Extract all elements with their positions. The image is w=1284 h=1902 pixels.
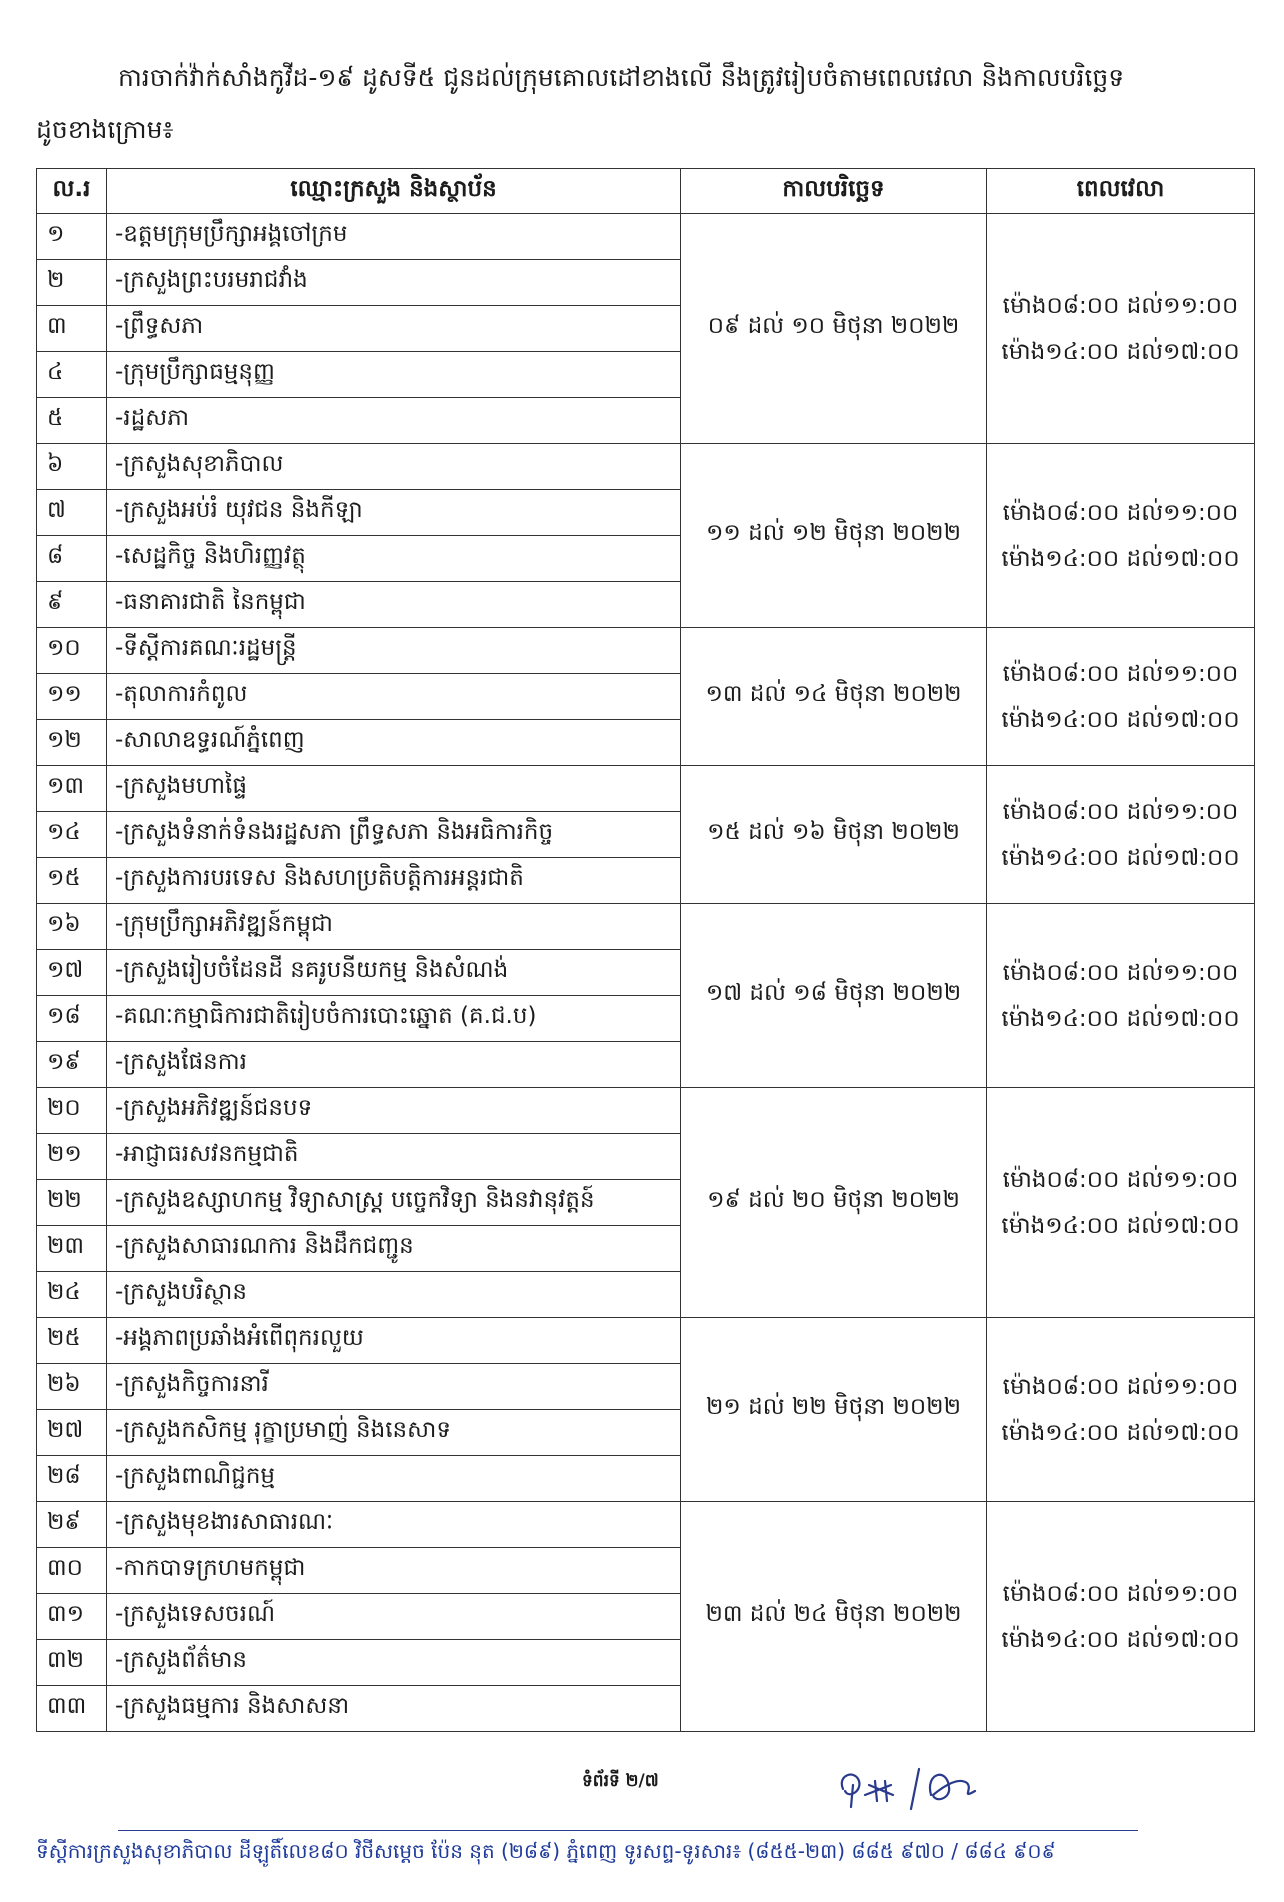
institution-name: -អង្គភាពប្រឆាំងអំពើពុករលួយ (107, 1318, 681, 1364)
row-number: ២៣ (37, 1226, 107, 1272)
row-number: ១៦ (37, 904, 107, 950)
institution-name: -ក្រសួងមហាផ្ទៃ (107, 766, 681, 812)
row-number: ១១ (37, 674, 107, 720)
time-morning: ម៉ោង០៨:០០ ដល់១១:០០ (1002, 660, 1239, 687)
time-morning: ម៉ោង០៨:០០ ដល់១១:០០ (1002, 499, 1239, 526)
institution-name: -ក្រសួងព័ត៌មាន (107, 1640, 681, 1686)
row-number: ១៧ (37, 950, 107, 996)
institution-name: -ក្រសួងសុខាភិបាល (107, 444, 681, 490)
header-time: ពេលវេលា (987, 169, 1255, 214)
institution-name: -ក្រសួងផែនការ (107, 1042, 681, 1088)
institution-name: -ក្រសួងរៀបចំដែនដី នគរូបនីយកម្ម និងសំណង់ (107, 950, 681, 996)
institution-name: -ឧត្តមក្រុមប្រឹក្សាអង្គចៅក្រម (107, 214, 681, 260)
row-number: ៣១ (37, 1594, 107, 1640)
row-number: ៩ (37, 582, 107, 628)
time-afternoon: ម៉ោង១៤:០០ ដល់១៧:០០ (1001, 1419, 1240, 1446)
row-number: ៧ (37, 490, 107, 536)
row-number: ២១ (37, 1134, 107, 1180)
schedule-date: ១១ ដល់ ១២ មិថុនា ២០២២ (681, 444, 987, 628)
header-date: កាលបរិច្ឆេទ (681, 169, 987, 214)
schedule-time (987, 214, 1255, 444)
row-number: ៦ (37, 444, 107, 490)
row-number: ១២ (37, 720, 107, 766)
institution-name: -ក្រសួងកសិកម្ម រុក្ខាប្រមាញ់ និងនេសាទ (107, 1410, 681, 1456)
row-number: ៨ (37, 536, 107, 582)
row-number: ២២ (37, 1180, 107, 1226)
institution-name: -ក្រសួងបរិស្ថាន (107, 1272, 681, 1318)
table-header-row (37, 169, 1255, 214)
time-morning: ម៉ោង០៨:០០ ដល់១១:០០ (1002, 292, 1239, 319)
row-number: ៣ (37, 306, 107, 352)
row-number: ៣២ (37, 1640, 107, 1686)
institution-name: -អាជ្ញាធរសវនកម្មជាតិ (107, 1134, 681, 1180)
institution-name: -កាកបាទក្រហមកម្ពុជា (107, 1548, 681, 1594)
table-row (37, 1088, 1255, 1134)
schedule-date: ១៩ ដល់ ២០ មិថុនា ២០២២ (681, 1088, 987, 1318)
table-body (37, 214, 1255, 1732)
schedule-date: ១៧ ដល់ ១៨ មិថុនា ២០២២ (681, 904, 987, 1088)
row-number: ២០ (37, 1088, 107, 1134)
institution-name: -ក្រសួងទេសចរណ៍ (107, 1594, 681, 1640)
row-number: ២៧ (37, 1410, 107, 1456)
vaccination-schedule-table (36, 168, 1255, 1732)
intro-line-1: ការចាក់វ៉ាក់សាំងកូវីដ-១៩ ដូសទី៥ ជូនដល់ក្រុមគោលដៅខាងលើ នឹងត្រូវរៀបចំតាមពេលវេលា និងកាលបរិច្ឆេទ (118, 63, 1125, 92)
row-number: ១០ (37, 628, 107, 674)
table-row (37, 628, 1255, 674)
institution-name: -ធនាគារជាតិ នៃកម្ពុជា (107, 582, 681, 628)
schedule-time (987, 904, 1255, 1088)
page-number: ទំព័រទី ២/៧ (582, 1771, 659, 1791)
institution-name: -ក្រសួងព្រះបរមរាជវាំង (107, 260, 681, 306)
row-number: ១៤ (37, 812, 107, 858)
schedule-date: ១៣ ដល់ ១៤ មិថុនា ២០២២ (681, 628, 987, 766)
institution-name: -ក្រសួងការបរទេស និងសហប្រតិបត្តិការអន្តរជាតិ (107, 858, 681, 904)
time-afternoon: ម៉ោង១៤:០០ ដល់១៧:០០ (1001, 1005, 1240, 1032)
time-morning: ម៉ោង០៨:០០ ដល់១១:០០ (1002, 798, 1239, 825)
institution-name: -ក្រសួងកិច្ចការនារី (107, 1364, 681, 1410)
row-number: ៤ (37, 352, 107, 398)
row-number: ២៦ (37, 1364, 107, 1410)
table-row (37, 766, 1255, 812)
signature-mark (835, 1755, 1025, 1815)
header-number: ល.រ (37, 169, 107, 214)
schedule-date: ២៣ ដល់ ២៤ មិថុនា ២០២២ (681, 1502, 987, 1732)
row-number: ១៨ (37, 996, 107, 1042)
row-number: ២៥ (37, 1318, 107, 1364)
institution-name: -ក្រុមប្រឹក្សាអភិវឌ្ឍន៍កម្ពុជា (107, 904, 681, 950)
schedule-time (987, 1502, 1255, 1732)
institution-name: -ក្រសួងសាធារណការ និងដឹកជញ្ជូន (107, 1226, 681, 1272)
row-number: ៣៣ (37, 1686, 107, 1732)
time-afternoon: ម៉ោង១៤:០០ ដល់១៧:០០ (1001, 338, 1240, 365)
institution-name: -រដ្ឋសភា (107, 398, 681, 444)
row-number: ១៣ (37, 766, 107, 812)
schedule-time (987, 1318, 1255, 1502)
row-number: ២៤ (37, 1272, 107, 1318)
schedule-date: ២១ ដល់ ២២ មិថុនា ២០២២ (681, 1318, 987, 1502)
institution-name: -ព្រឹទ្ធសភា (107, 306, 681, 352)
table-row (37, 1502, 1255, 1548)
row-number: ៥ (37, 398, 107, 444)
institution-name: -ក្រុមប្រឹក្សាធម្មនុញ្ញ (107, 352, 681, 398)
table-row (37, 1318, 1255, 1364)
institution-name: -សាលាឧទ្ធរណ៍ភ្នំពេញ (107, 720, 681, 766)
table-row (37, 214, 1255, 260)
institution-name: -ក្រសួងអប់រំ យុវជន និងកីឡា (107, 490, 681, 536)
header-institution: ឈ្មោះក្រសួង និងស្ថាប័ន (107, 169, 681, 214)
time-afternoon: ម៉ោង១៤:០០ ដល់១៧:០០ (1001, 545, 1240, 572)
row-number: ២៩ (37, 1502, 107, 1548)
schedule-time (987, 766, 1255, 904)
row-number: ១ (37, 214, 107, 260)
institution-name: -ក្រសួងធម្មការ និងសាសនា (107, 1686, 681, 1732)
time-morning: ម៉ោង០៨:០០ ដល់១១:០០ (1002, 1373, 1239, 1400)
intro-paragraph (36, 52, 1236, 156)
time-afternoon: ម៉ោង១៤:០០ ដល់១៧:០០ (1001, 1626, 1240, 1653)
schedule-time (987, 1088, 1255, 1318)
institution-name: -តុលាការកំពូល (107, 674, 681, 720)
institution-name: -ក្រសួងមុខងារសាធារណៈ (107, 1502, 681, 1548)
institution-name: -ក្រសួងទំនាក់ទំនងរដ្ឋសភា ព្រឹទ្ធសភា និងអធិការកិច្ច (107, 812, 681, 858)
schedule-date: ០៩ ដល់ ១០ មិថុនា ២០២២ (681, 214, 987, 444)
time-afternoon: ម៉ោង១៤:០០ ដល់១៧:០០ (1001, 1212, 1240, 1239)
intro-line-2: ដូចខាងក្រោម៖ (36, 115, 174, 144)
table-row (37, 444, 1255, 490)
table-row (37, 904, 1255, 950)
time-afternoon: ម៉ោង១៤:០០ ដល់១៧:០០ (1001, 844, 1240, 871)
footer-divider (118, 1830, 1138, 1831)
time-morning: ម៉ោង០៨:០០ ដល់១១:០០ (1002, 1166, 1239, 1193)
row-number: ១៩ (37, 1042, 107, 1088)
time-morning: ម៉ោង០៨:០០ ដល់១១:០០ (1002, 959, 1239, 986)
row-number: ២ (37, 260, 107, 306)
time-afternoon: ម៉ោង១៤:០០ ដល់១៧:០០ (1001, 706, 1240, 733)
institution-name: -ទីស្តីការគណៈរដ្ឋមន្ត្រី (107, 628, 681, 674)
institution-name: -ក្រសួងពាណិជ្ជកម្ម (107, 1456, 681, 1502)
time-morning: ម៉ោង០៨:០០ ដល់១១:០០ (1002, 1580, 1239, 1607)
footer-address: ទីស្តីការក្រសួងសុខាភិបាល ដីឡូតិ៍លេខ៨០ វិថីសម្តេច ប៉ែន នុត (២៨៩) ភ្នំពេញ ទូរសព្ទ-ទូរសារ៖ (៨៥៥-២៣) ៨៨៥ ៩៧០ / ៨៨៤ ៩០៩ (36, 1839, 1056, 1863)
schedule-time (987, 628, 1255, 766)
schedule-date: ១៥ ដល់ ១៦ មិថុនា ២០២២ (681, 766, 987, 904)
institution-name: -ក្រសួងអភិវឌ្ឍន៍ជនបទ (107, 1088, 681, 1134)
schedule-time (987, 444, 1255, 628)
institution-name: -សេដ្ឋកិច្ច និងហិរញ្ញវត្ថុ (107, 536, 681, 582)
row-number: ១៥ (37, 858, 107, 904)
row-number: ២៨ (37, 1456, 107, 1502)
row-number: ៣០ (37, 1548, 107, 1594)
institution-name: -គណៈកម្មាធិការជាតិរៀបចំការបោះឆ្នោត (គ.ជ.ប) (107, 996, 681, 1042)
institution-name: -ក្រសួងឧស្សាហកម្ម វិទ្យាសាស្ត្រ បច្ចេកវិទ្យា និងនវានុវត្តន៍ (107, 1180, 681, 1226)
